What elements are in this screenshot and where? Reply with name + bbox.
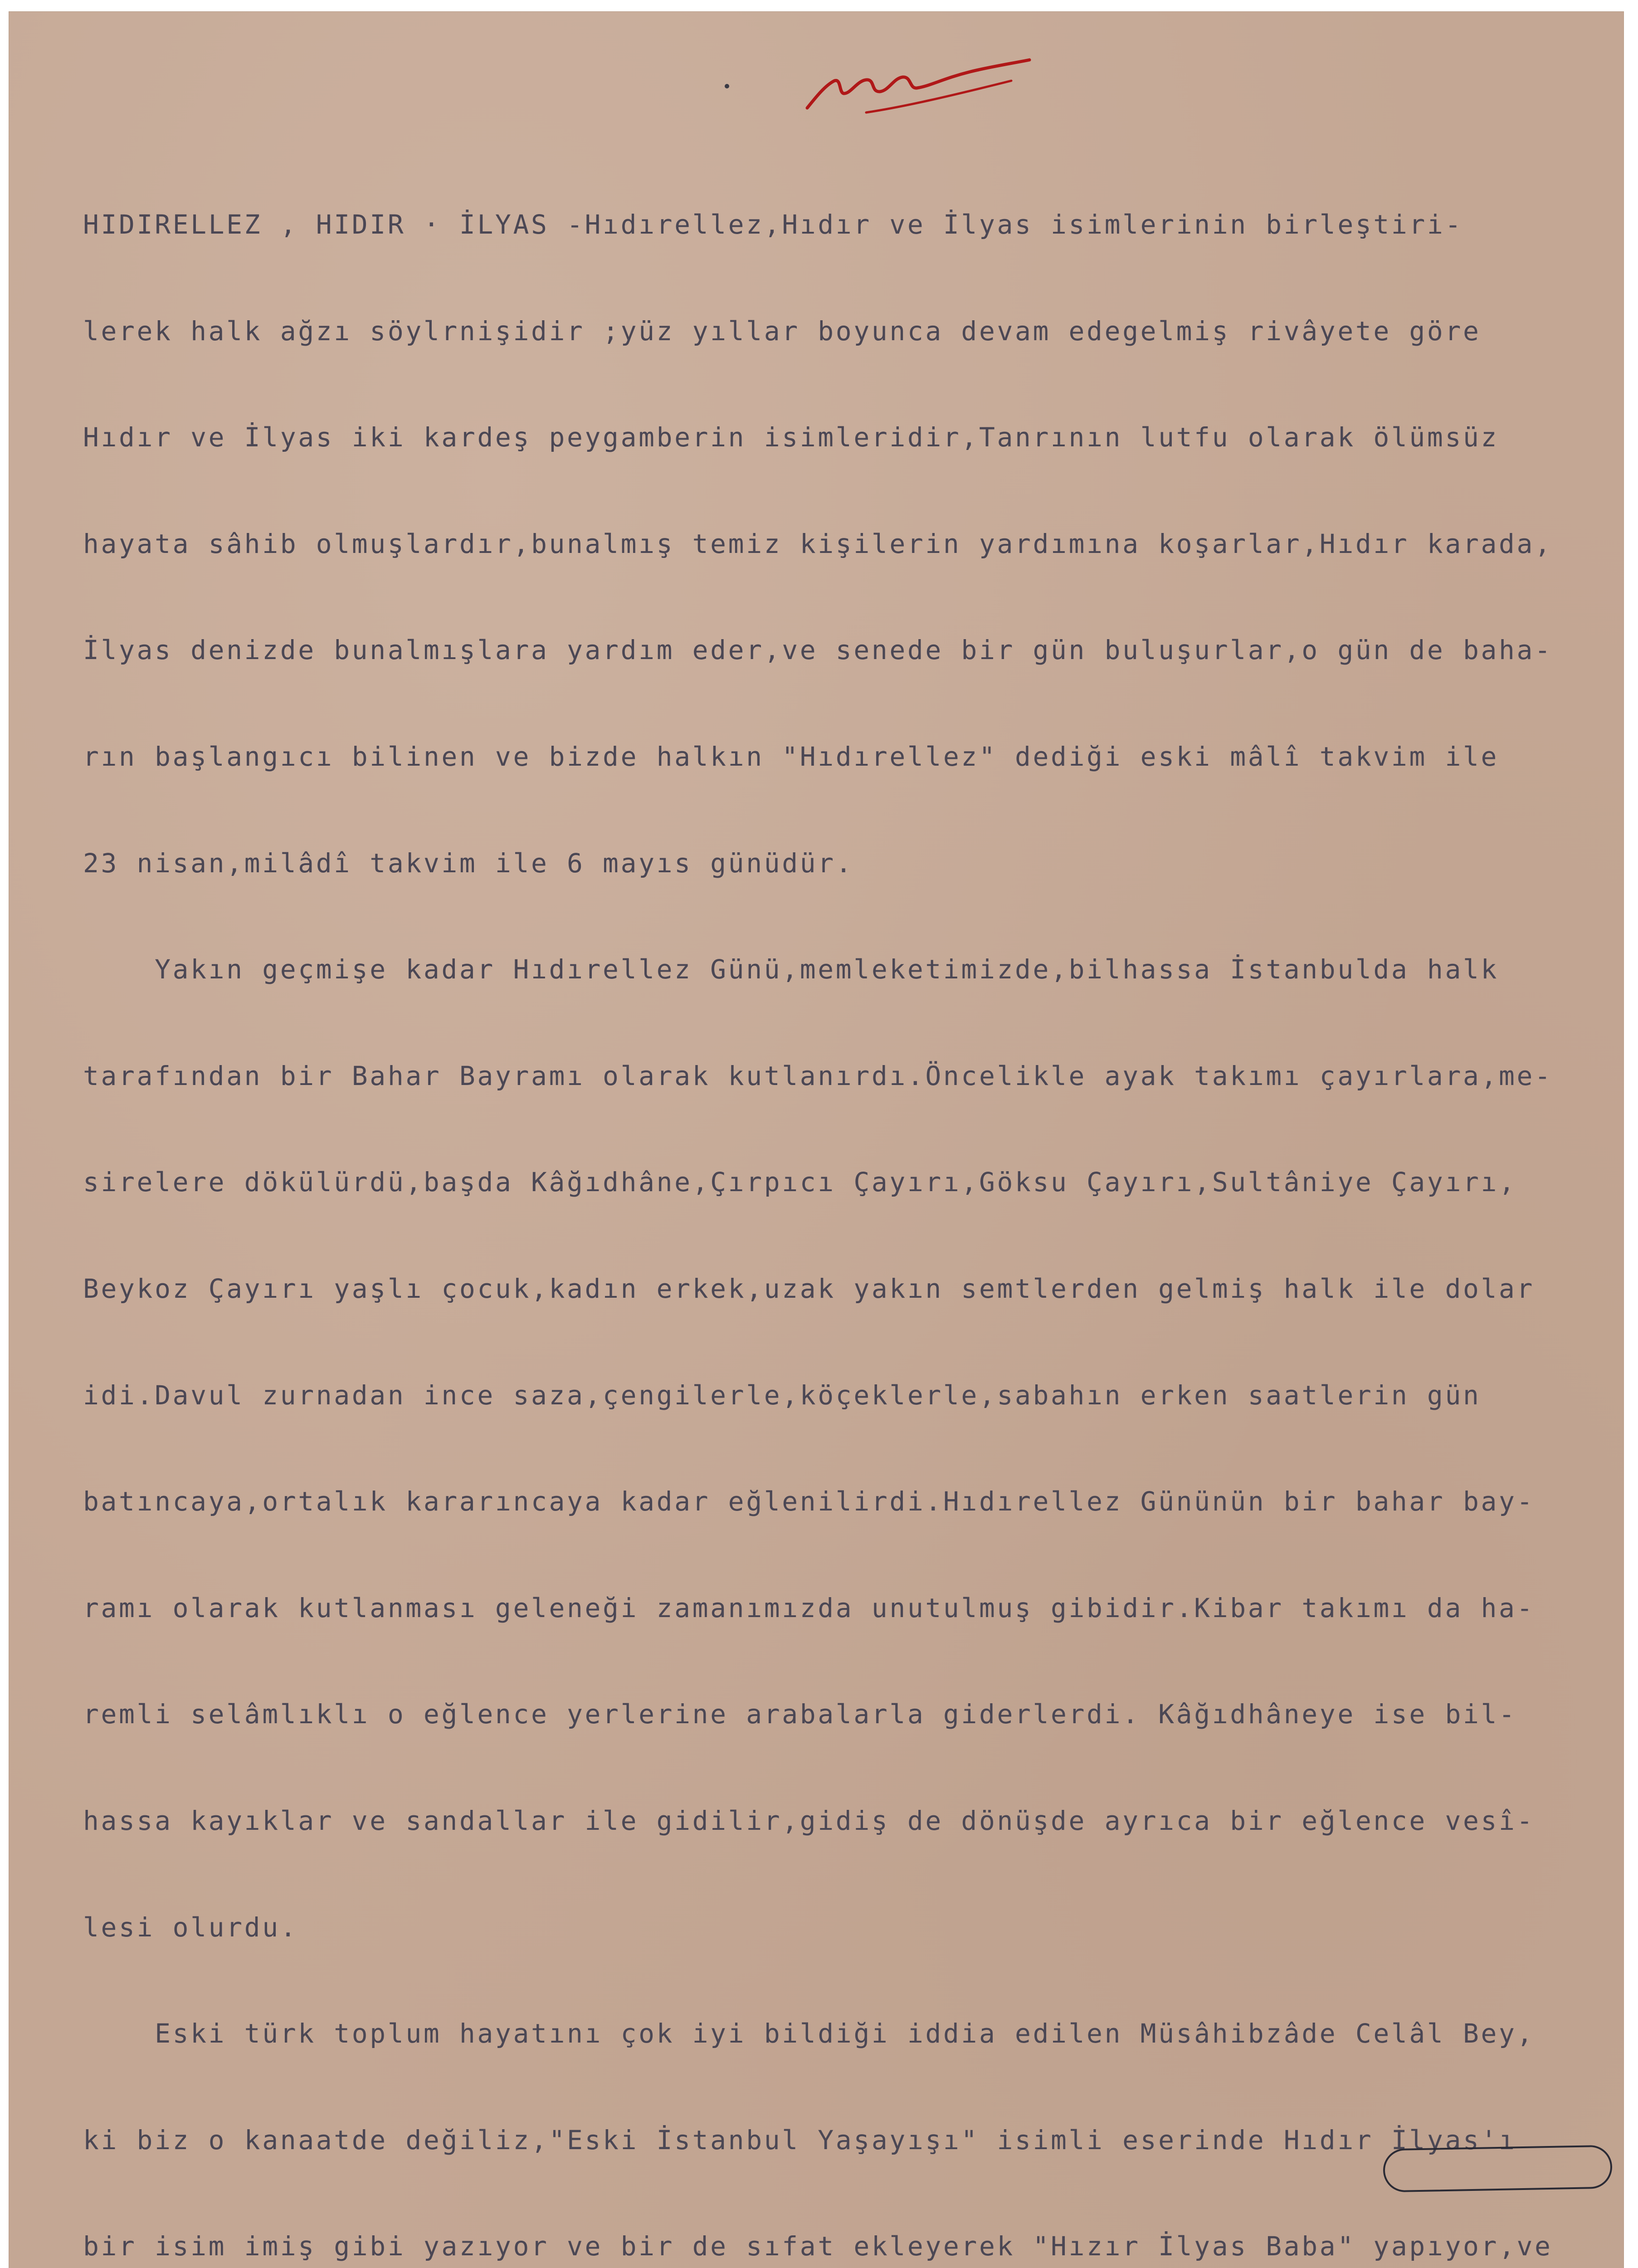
text-line: Eski türk toplum hayatını çok iyi bildiği iddia edilen Müsâhibzâde Celâl Bey, (83, 2018, 1535, 2049)
text-line: remli selâmlıklı o eğlence yerlerine arabalarla giderlerdi. Kâğıdhâneye ise bil- (83, 1699, 1517, 1730)
text-line: Beykoz Çayırı yaşlı çocuk,kadın erkek,uzak yakın semtlerden gelmiş halk ile dolar (83, 1273, 1535, 1304)
typed-text (83, 141, 1607, 2268)
text-line: 23 nisan,milâdî takvim ile 6 mayıs günüdür. (83, 847, 854, 879)
text-line: hayata sâhib olmuşlardır,bunalmış temiz kişilerin yardımına koşarlar,Hıdır karada, (83, 528, 1553, 559)
text-line: rın başlangıcı bilinen ve bizde halkın "Hıdırellez" dediği eski mâlî takvim ile (83, 741, 1499, 772)
handwritten-annotation (798, 54, 1034, 126)
text-line: HIDIRELLEZ , HIDIR · İLYAS -Hıdırellez,Hıdır ve İlyas isimlerinin birleştiri- (83, 209, 1463, 240)
handdrawn-circle-mark (1383, 2145, 1613, 2193)
text-line: bir isim imiş gibi yazıyor ve bir de sıfat ekleyerek "Hızır İlyas Baba" yapıyor,ve (83, 2231, 1553, 2262)
text-line: idi.Davul zurnadan ince saza,çengilerle,köçeklerle,sabahın erken saatlerin gün (83, 1379, 1481, 1411)
text-line: hassa kayıklar ve sandallar ile gidilir,gidiş de dönüşde ayrıca bir eğlence vesî- (83, 1805, 1535, 1836)
text-line: sirelere dökülürdü,başda Kâğıdhâne,Çırpıcı Çayırı,Göksu Çayırı,Sultâniye Çayırı, (83, 1167, 1517, 1198)
text-line: batıncaya,ortalık kararıncaya kadar eğlenilirdi.Hıdırellez Gününün bir bahar bay- (83, 1486, 1535, 1517)
text-line: lesi olurdu. (83, 1911, 298, 1943)
text-line: ramı olarak kutlanması geleneği zamanımızda unutulmuş gibidir.Kibar takımı da ha- (83, 1592, 1535, 1623)
text-line: ki biz o kanaatde değiliz,"Eski İstanbul Yaşayışı" isimli eserinde Hıdır İlyas'ı (83, 2124, 1517, 2156)
text-line: Yakın geçmişe kadar Hıdırellez Günü,memleketimizde,bilhassa İstanbulda halk (83, 954, 1499, 985)
ink-dot (725, 84, 729, 88)
text-line: Hıdır ve İlyas iki kardeş peygamberin isimleridir,Tanrının lutfu olarak ölümsüz (83, 422, 1499, 453)
text-line: lerek halk ağzı söylrnişidir ;yüz yıllar boyunca devam edegelmiş rivâyete göre (83, 315, 1481, 347)
text-line: tarafından bir Bahar Bayramı olarak kutlanırdı.Öncelikle ayak takımı çayırlara,me- (83, 1060, 1553, 1091)
text-line: İlyas denizde bunalmışlara yardım eder,ve senede bir gün buluşurlar,o gün de baha- (83, 635, 1553, 666)
